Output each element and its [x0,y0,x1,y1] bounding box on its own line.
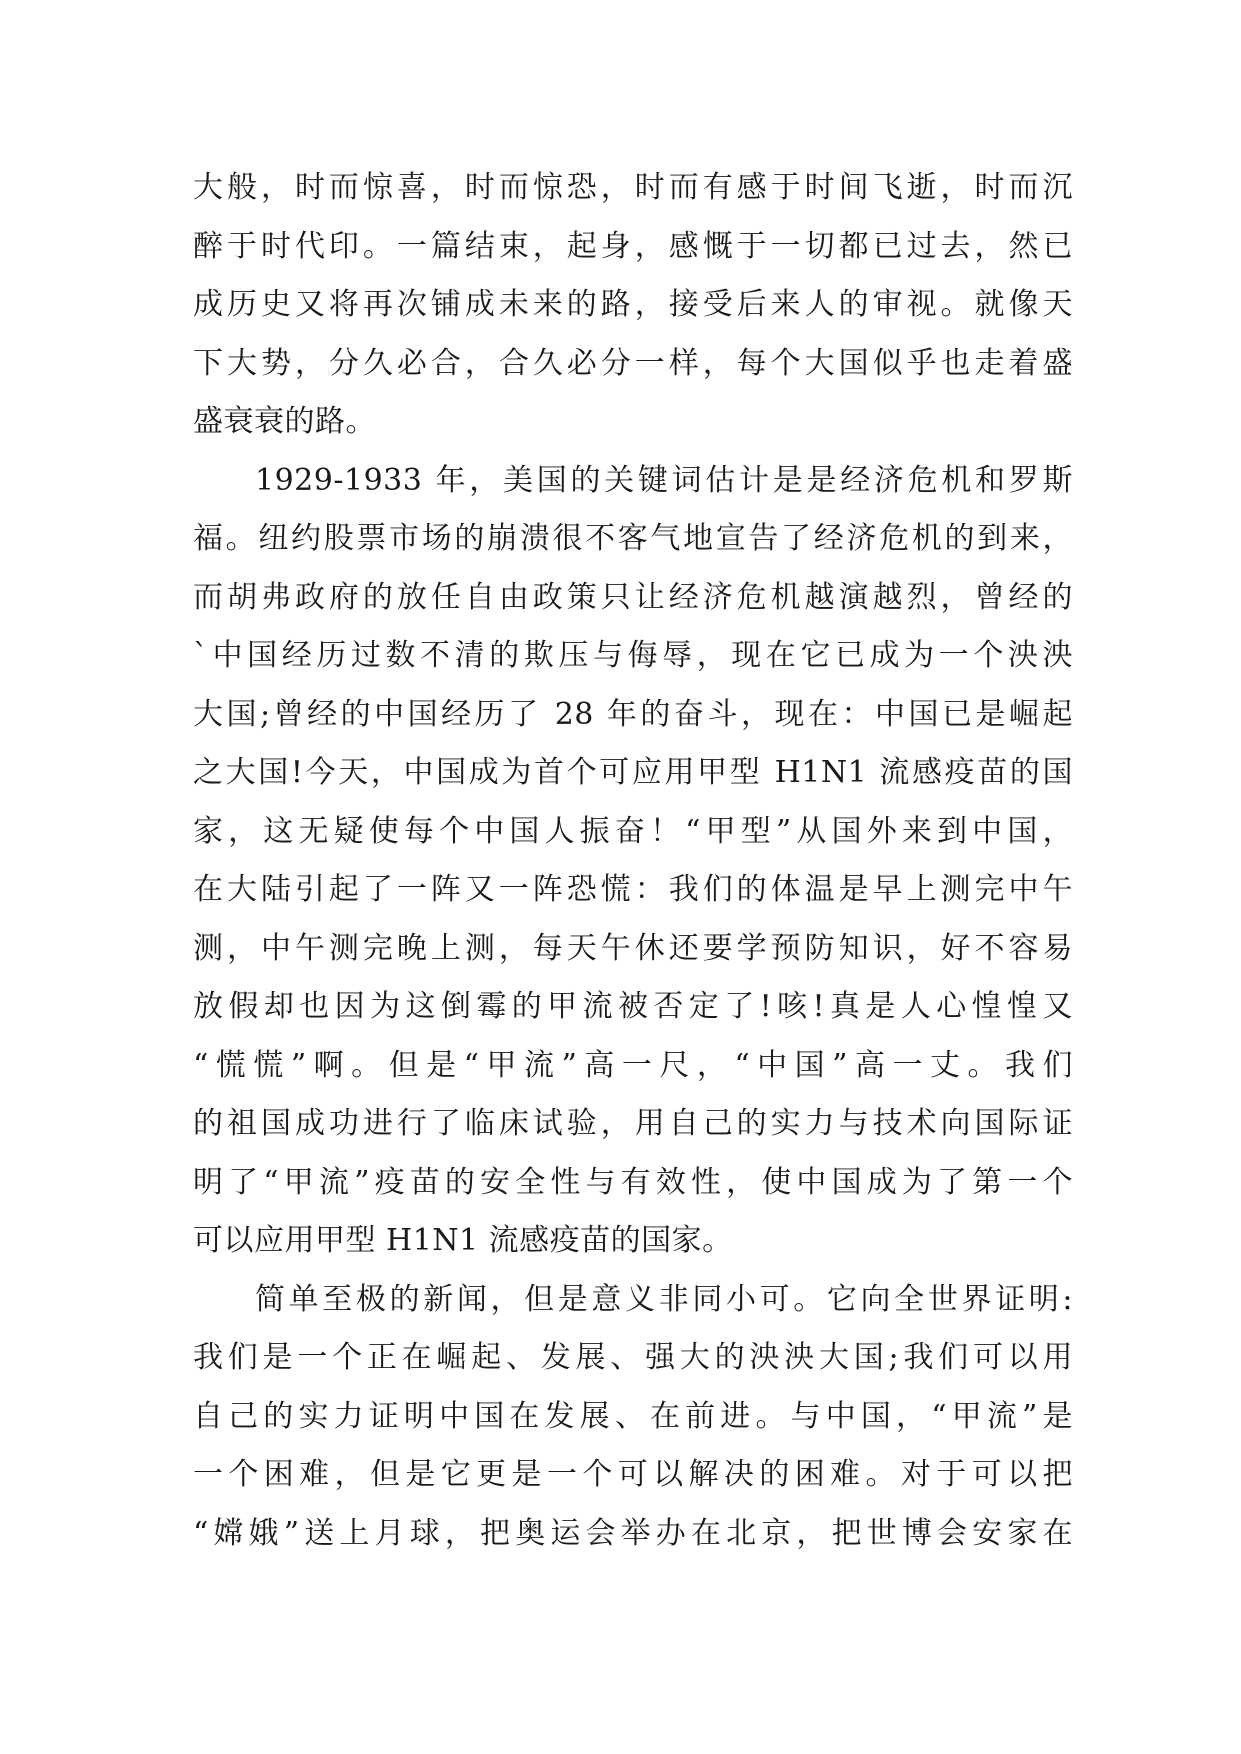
text-line: 下大势，分久必合，合久必分一样，每个大国似乎也走着盛 [193,345,1073,381]
text-line: 我们是一个正在崛起、发展、强大的泱泱大国;我们可以用 [193,1340,1073,1375]
text-line: 大般，时而惊喜，时而惊恐，时而有感于时间飞逝，时而沉 [193,170,1073,205]
text-line: 而胡弗政府的放任自由政策只让经济危机越演越烈，曾经的 [193,579,1073,615]
text-line: 醉于时代印。一篇结束，起身，感慨于一切都已过去，然已 [193,228,1073,264]
document-body [193,159,1073,1563]
text-line: “嫦娥”送上月球，把奥运会举办在北京，把世博会安家在 [193,1515,1073,1551]
text-line: 大国;曾经的中国经历了 28 年的奋斗，现在：中国已是崛起 [193,696,1073,732]
text-line: 的祖国成功进行了临床试验，用自己的实力与技术向国际证 [193,1106,1073,1141]
text-line: `中国经历过数不清的欺压与侮辱，现在它已成为一个泱泱 [193,638,1073,673]
text-line: 可以应用甲型 H1N1 流感疫苗的国家。 [193,1223,733,1258]
text-line: 自己的实力证明中国在发展、在前进。与中国，“甲流”是 [193,1398,1073,1434]
text-line: 测，中午测完晚上测，每天午休还要学预防知识，好不容易 [193,930,1073,966]
text-line: 在大陆引起了一阵又一阵恐慌：我们的体温是早上测完中午 [193,872,1073,907]
text-line: 家，这无疑使每个中国人振奋！“甲型”从国外来到中国， [193,813,1073,849]
text-line: 盛衰衰的路。 [193,404,376,439]
text-line: 简单至极的新闻，但是意义非同小可。它向全世界证明: [255,1281,1073,1317]
text-line: 明了“甲流”疫苗的安全性与有效性，使中国成为了第一个 [193,1164,1073,1200]
text-line: 1929-1933 年，美国的关键词估计是是经济危机和罗斯 [255,462,1073,498]
text-line: 福。纽约股票市场的崩溃很不客气地宣告了经济危机的到来， [193,521,1073,556]
text-line: “慌慌”啊。但是“甲流”高一尺，“中国”高一丈。我们 [193,1047,1073,1083]
text-line: 成历史又将再次铺成未来的路，接受后来人的审视。就像天 [193,287,1073,322]
text-line: 放假却也因为这倒霉的甲流被否定了!咳!真是人心惶惶又 [193,989,1073,1024]
text-line: 一个困难，但是它更是一个可以解决的困难。对于可以把 [193,1457,1073,1492]
text-line: 之大国!今天，中国成为首个可应用甲型 H1N1 流感疫苗的国 [193,755,1073,790]
